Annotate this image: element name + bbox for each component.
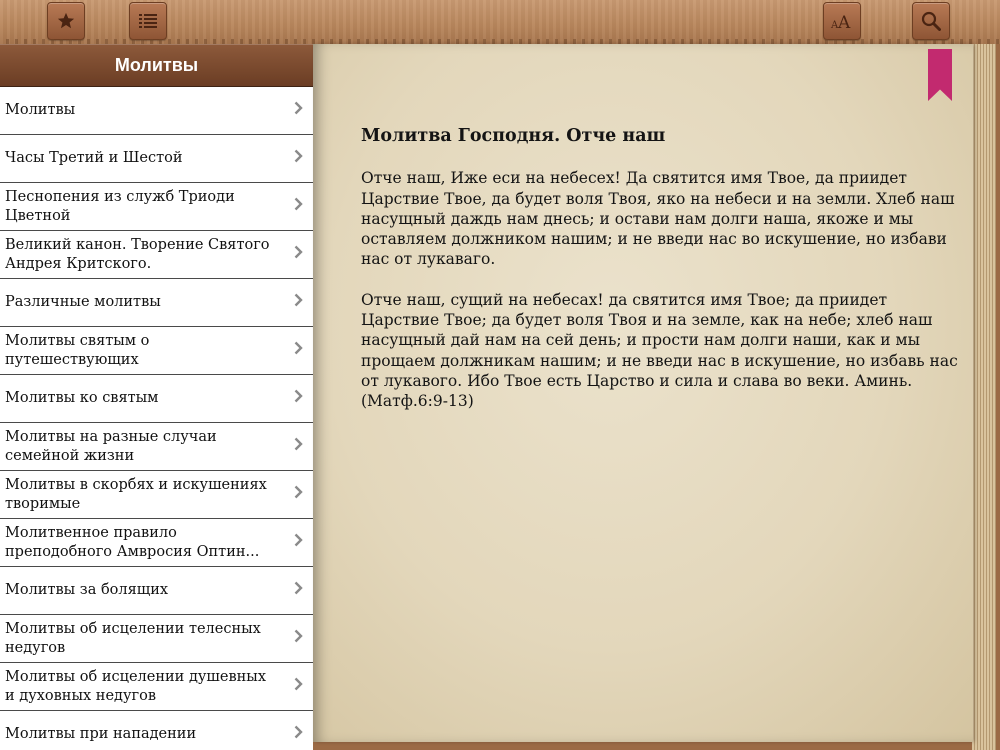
sidebar-item-label: Молитвы в скорбях и искушениях творимые: [5, 476, 267, 512]
svg-text:A: A: [838, 13, 851, 31]
chevron-right-icon: [294, 293, 303, 313]
sidebar-list-item[interactable]: [0, 519, 313, 567]
sidebar-item-label: Молитвы об исцелении телесных недугов: [5, 620, 261, 656]
sidebar-item-label: Различные молитвы: [5, 294, 161, 310]
chevron-right-icon: [294, 485, 303, 505]
book-page: [313, 44, 973, 742]
sidebar-list-item[interactable]: [0, 471, 313, 519]
sidebar-item-label: Песнопения из служб Триоди Цветной: [5, 188, 235, 224]
sidebar-list: [0, 87, 313, 750]
sidebar-list-item[interactable]: [0, 375, 313, 423]
chevron-right-icon: [294, 101, 303, 121]
top-toolbar: [0, 0, 1000, 45]
sidebar-list-item[interactable]: [0, 423, 313, 471]
sidebar-item-label: Часы Третий и Шестой: [5, 150, 183, 166]
chevron-right-icon: [294, 389, 303, 409]
sidebar-item-label: Молитвенное правило преподобного Амвросия Оптин...: [5, 524, 260, 560]
sidebar-list-item[interactable]: [0, 135, 313, 183]
sidebar-list-item[interactable]: [0, 663, 313, 711]
text-size-icon: [830, 11, 854, 31]
sidebar-item-label: Молитвы ко святым: [5, 390, 159, 406]
sidebar-item-label: Молитвы за болящих: [5, 582, 169, 598]
sidebar: [0, 44, 314, 750]
sidebar-list-item[interactable]: [0, 711, 313, 750]
search-button[interactable]: [912, 2, 950, 40]
sidebar-item-label: Великий канон. Творение Святого Андрея Критского.: [5, 236, 270, 272]
sidebar-list-item[interactable]: [0, 327, 313, 375]
prayer-content: [361, 126, 961, 432]
sidebar-list-item[interactable]: [0, 87, 313, 135]
chevron-right-icon: [294, 437, 303, 457]
sidebar-item-label: Молитвы на разные случаи семейной жизни: [5, 428, 217, 464]
sidebar-item-label: Молитвы: [5, 102, 76, 118]
star-icon: [57, 12, 75, 30]
chevron-right-icon: [294, 725, 303, 745]
prayer-paragraph-russian: Отче наш, сущий на небесах! да святится имя Твое; да приидет Царствие Твое; да будет воля Твоя и на земле, как на небе; хлеб наш насущный дай нам на сей день; и прости нам долги наши, как и мы прощаем должникам нашим; и не введи нас в искушение, но избавь нас от лукавого. Ибо Твое есть Царство и сила и слава во веки. Аминь. (Матф.6:9-13): [361, 290, 958, 411]
chevron-right-icon: [294, 149, 303, 169]
svg-text:A: A: [831, 20, 839, 31]
chevron-right-icon: [294, 533, 303, 553]
contents-button[interactable]: [129, 2, 167, 40]
chevron-right-icon: [294, 341, 303, 361]
page-edges: [972, 44, 996, 750]
prayer-paragraph-church-slavonic: Отче наш, Иже еси на небесех! Да святится имя Твое, да приидет Царствие Твое, да будет воля Твоя, яко на небеси и на земли. Хлеб наш насущный даждь нам днесь; и остави нам долги наша, якоже и мы оставляем должником нашим; и не введи нас во искушение, но избави нас от лукаваго.: [361, 169, 955, 269]
book-area: [313, 44, 1000, 750]
sidebar-list-item[interactable]: [0, 567, 313, 615]
sidebar-item-label: Молитвы при нападении: [5, 726, 197, 742]
sidebar-list-item[interactable]: [0, 279, 313, 327]
chevron-right-icon: [294, 581, 303, 601]
sidebar-item-label: Молитвы об исцелении душевных и духовных недугов: [5, 668, 267, 704]
favorites-button[interactable]: [47, 2, 85, 40]
search-icon: [921, 11, 941, 31]
bookmark-ribbon[interactable]: [928, 49, 952, 101]
chevron-right-icon: [294, 245, 303, 265]
sidebar-list-item[interactable]: [0, 615, 313, 663]
list-icon: [138, 12, 158, 30]
chevron-right-icon: [294, 677, 303, 697]
font-size-button[interactable]: [823, 2, 861, 40]
chevron-right-icon: [294, 629, 303, 649]
prayer-title: Молитва Господня. Отче наш: [361, 126, 666, 146]
chevron-right-icon: [294, 197, 303, 217]
sidebar-list-item[interactable]: [0, 183, 313, 231]
sidebar-item-label: Молитвы святым о путешествующих: [5, 332, 150, 368]
sidebar-list-item[interactable]: [0, 231, 313, 279]
sidebar-title: Молитвы: [0, 44, 313, 87]
